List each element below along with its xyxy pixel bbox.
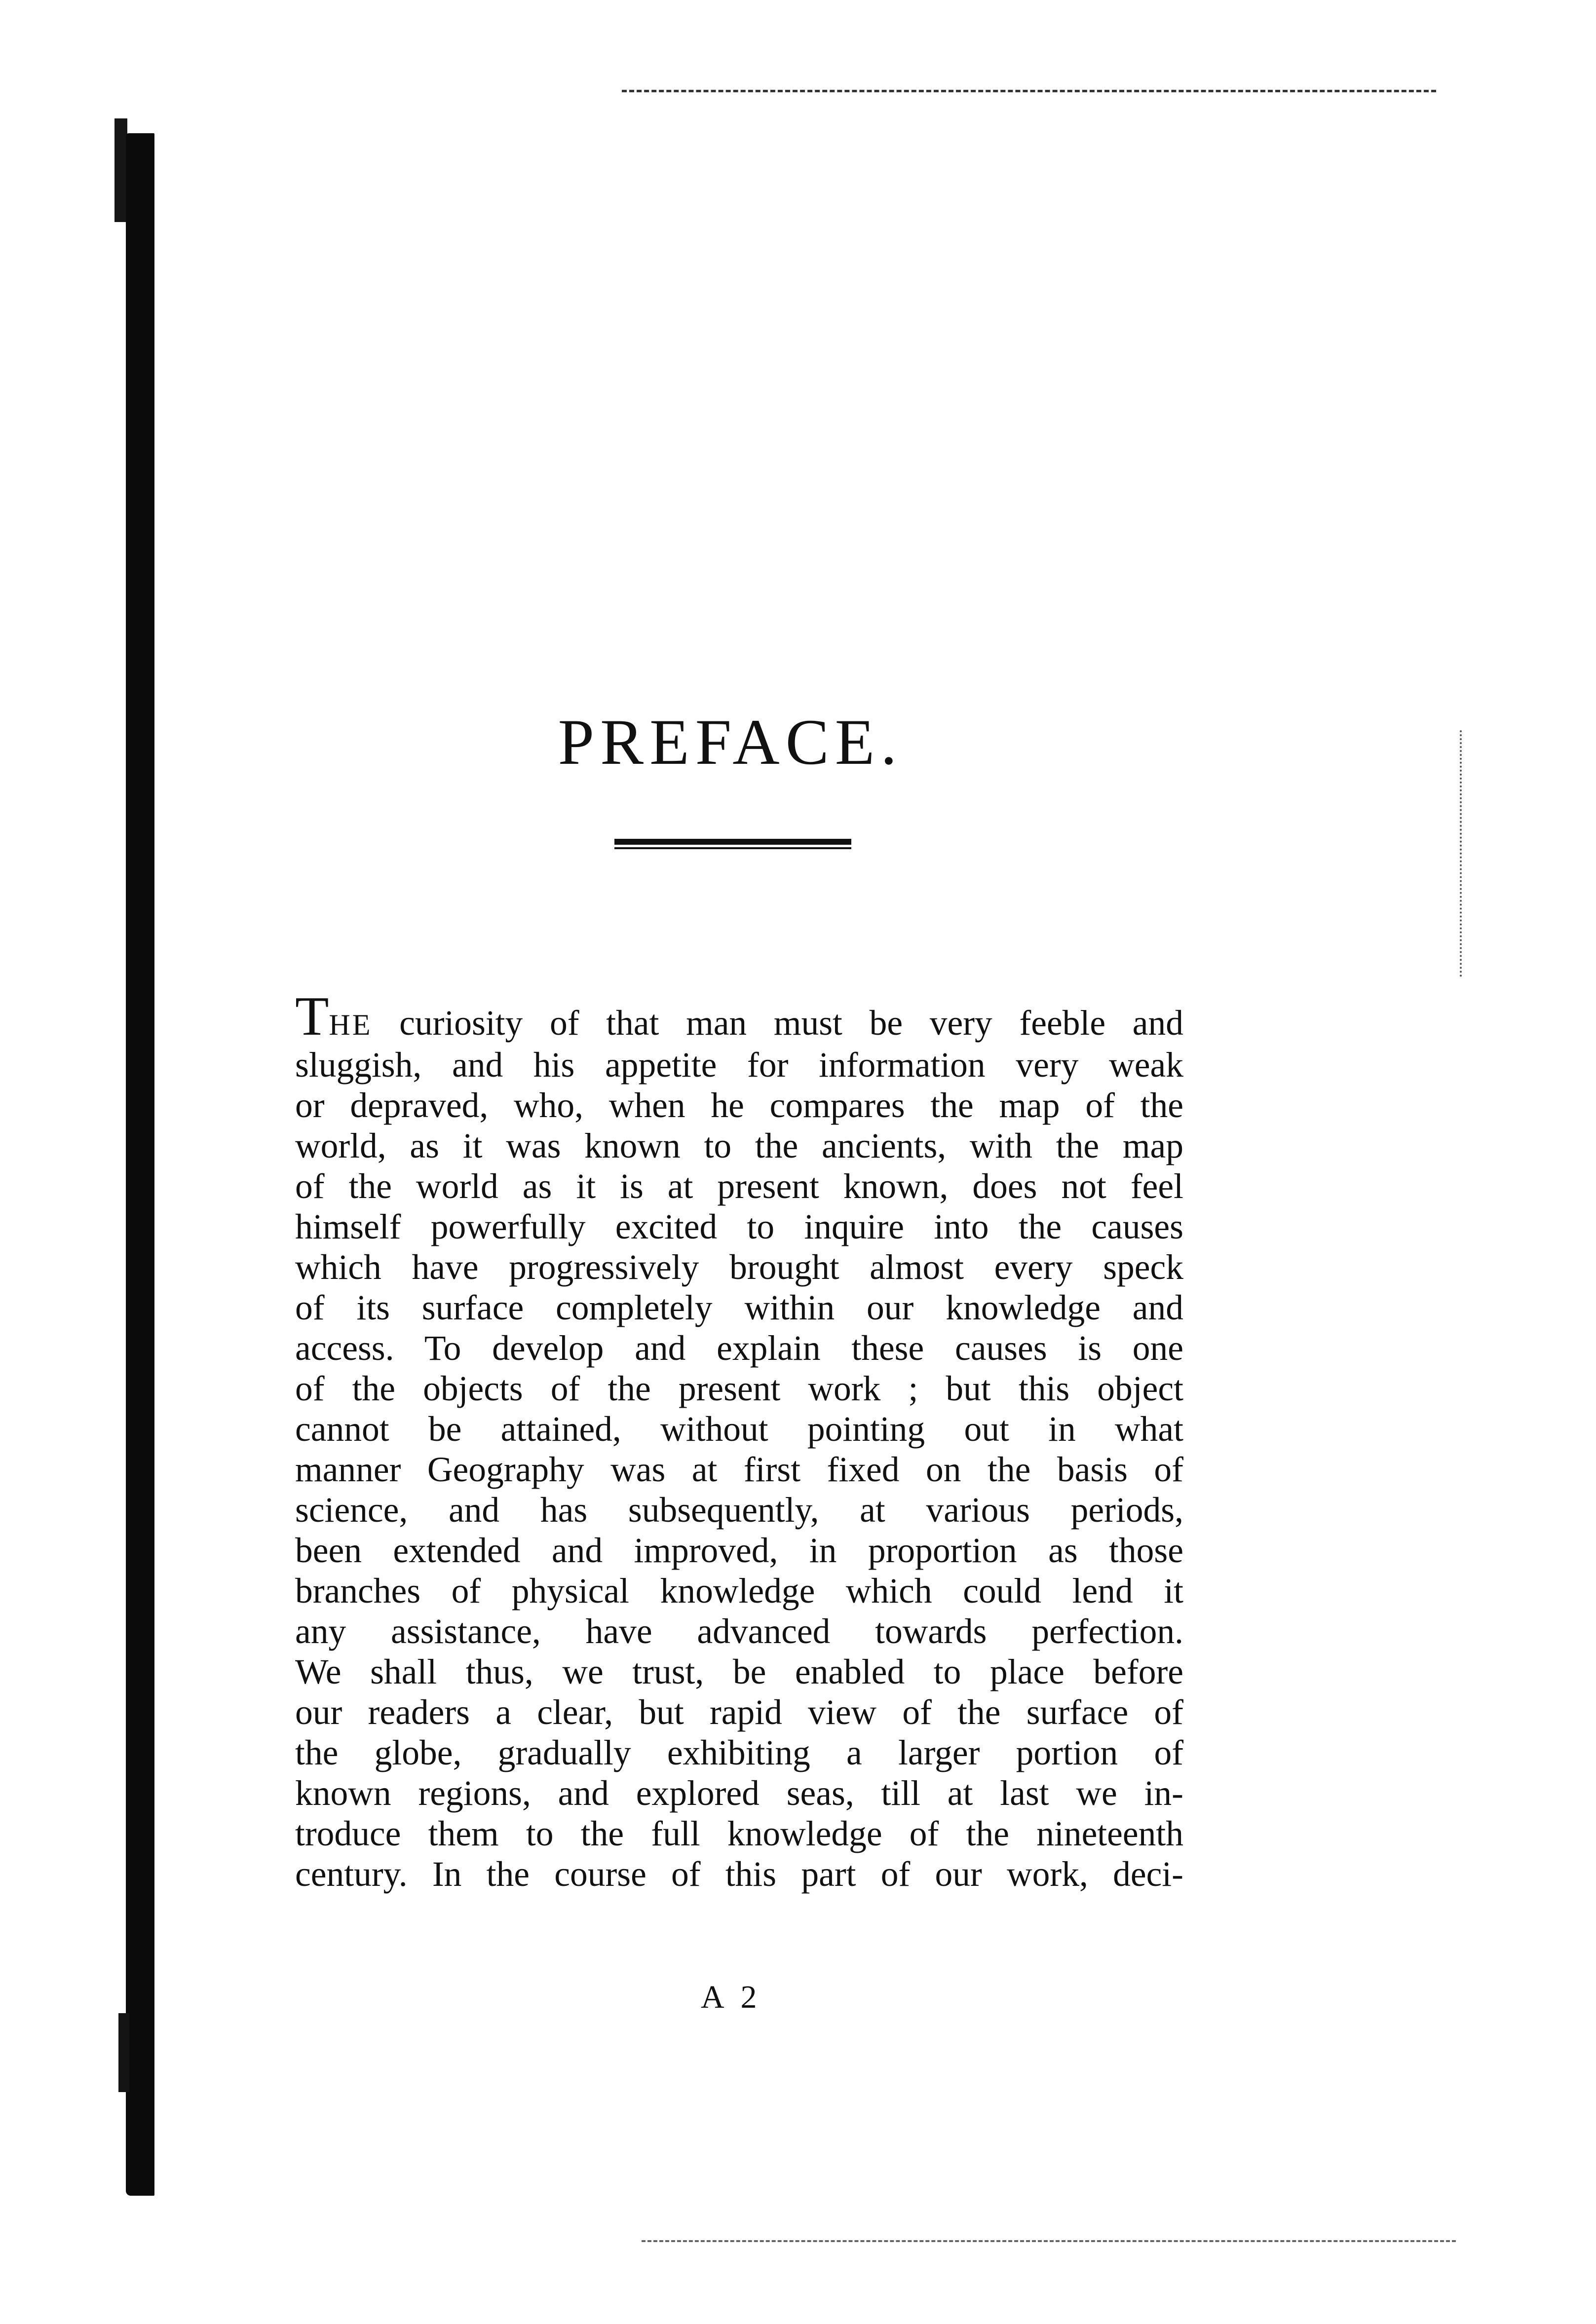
initial-letter: T [295, 986, 329, 1047]
text-line: the globe, gradually exhibiting a larger portion of [295, 1733, 1183, 1772]
text-line: which have progressively brought almost every speck [295, 1248, 1183, 1287]
text-line: of the world as it is at present known, does not feel [295, 1167, 1183, 1206]
text-line [295, 986, 1183, 1047]
title-double-rule [614, 839, 851, 849]
text-line: access. To develop and explain these causes is one [295, 1329, 1183, 1368]
torn-bottom-edge [642, 2240, 1456, 2242]
text-line: sluggish, and his appetite for information very weak [295, 1046, 1183, 1085]
text-line: been extended and improved, in proportion as those [295, 1531, 1183, 1570]
text-line: We shall thus, we trust, be enabled to place before [295, 1652, 1183, 1691]
text-line: manner Geography was at first fixed on the basis of [295, 1450, 1183, 1489]
text-line: branches of physical knowledge which could lend it [295, 1572, 1183, 1611]
page-title: PREFACE. [558, 706, 903, 779]
rule-thick-line [614, 839, 851, 845]
text-line-content: curiosity of that man must be very feeble and [372, 1004, 1183, 1043]
text-line: century. In the course of this part of our work, deci- [295, 1855, 1183, 1894]
binding-shadow-bottom [118, 2013, 129, 2092]
text-line: known regions, and explored seas, till at last we in- [295, 1774, 1183, 1813]
text-line: of the objects of the present work ; but this object [295, 1369, 1183, 1408]
text-line: our readers a clear, but rapid view of the surface of [295, 1693, 1183, 1732]
text-line: or depraved, who, when he compares the map of the [295, 1086, 1183, 1125]
text-line: any assistance, have advanced towards perfection. [295, 1612, 1183, 1651]
text-line: troduce them to the full knowledge of the nineteenth [295, 1814, 1183, 1853]
text-line: of its surface completely within our knowledge and [295, 1288, 1183, 1327]
signature-mark: A 2 [701, 1979, 762, 2015]
page-binding-edge [126, 133, 154, 2196]
rule-thin-line [614, 847, 851, 849]
text-line: science, and has subsequently, at various periods, [295, 1491, 1183, 1530]
text-line: world, as it was known to the ancients, with the map [295, 1126, 1183, 1165]
preface-paragraph [295, 986, 1183, 1895]
torn-top-edge [622, 90, 1436, 92]
text-line: cannot be attained, without pointing out in what [295, 1410, 1183, 1449]
text-line: himself powerfully excited to inquire into the causes [295, 1207, 1183, 1246]
initial-word-rest: HE [329, 1009, 373, 1041]
